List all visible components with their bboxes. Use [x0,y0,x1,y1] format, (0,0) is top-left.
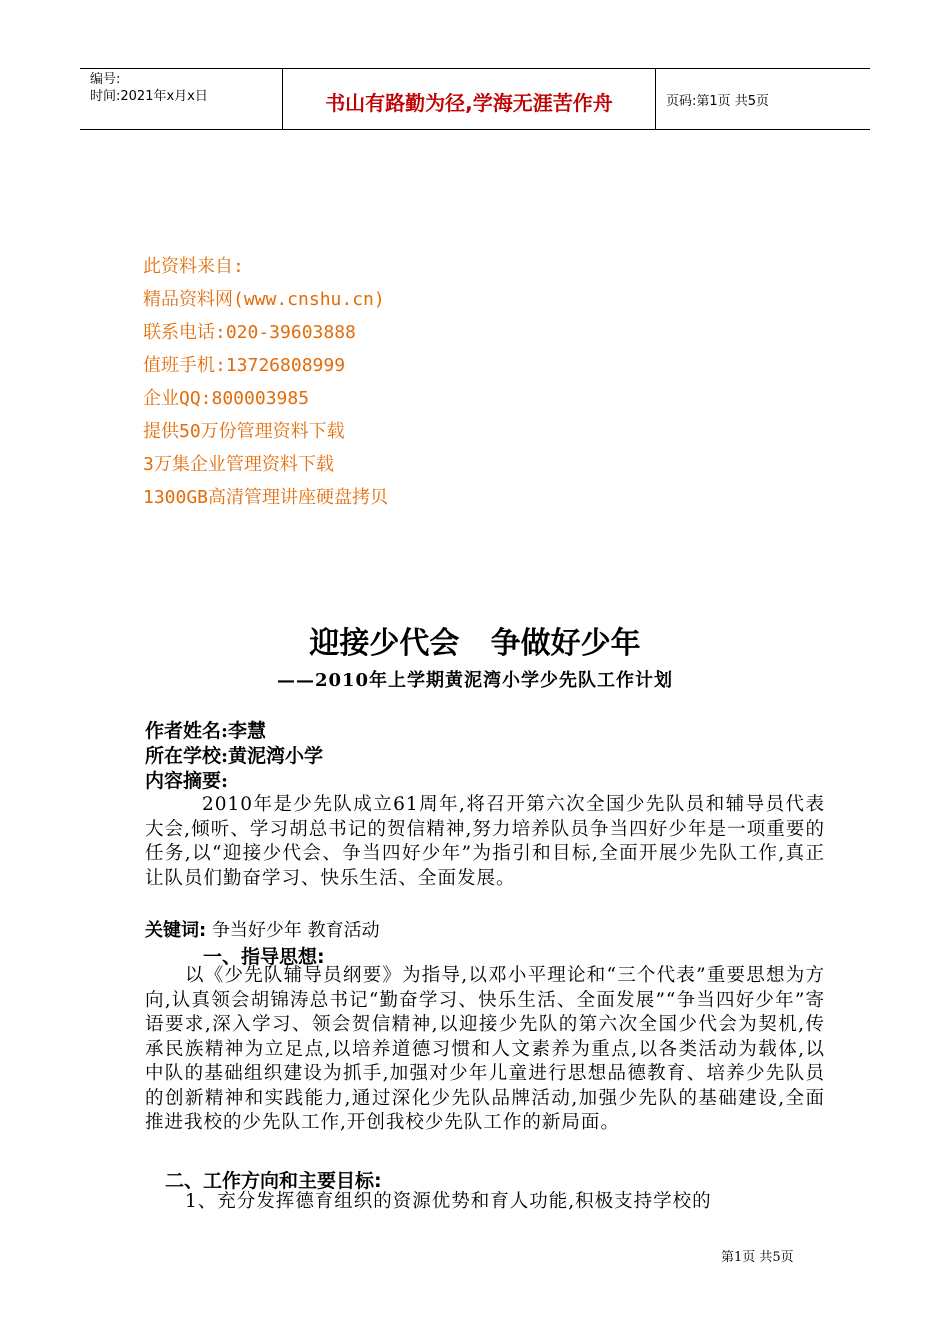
header-motto-cell [283,69,656,129]
serial-label: 编号: [90,72,121,87]
keywords-text: 争当好少年 教育活动 [211,920,380,941]
document-subtitle: ——2010年上学期黄泥湾小学少先队工作计划 [276,670,674,691]
section-2-heading: 二、工作方向和主要目标: [165,1170,382,1192]
keywords-line [145,916,380,942]
author-line: 作者姓名:李慧 [145,720,267,742]
page-header [80,68,870,130]
keywords-label: 关键词: [145,920,207,941]
source-line: 提供50万份管理资料下载 [143,421,345,442]
source-line: 1300GB高清管理讲座硬盘拷贝 [143,487,389,508]
section-1-heading: 一、指导思想: [203,946,325,968]
time-label: 时间:2021年x月x日 [90,89,208,104]
source-line: 此资料来自: [143,256,244,277]
header-page-cell [656,69,870,129]
source-line: 精品资料网(www.cnshu.cn) [143,289,385,310]
section-2-item-1: 1、充分发挥德育组织的资源优势和育人功能,积极支持学校的 [185,1191,712,1212]
motto: 书山有路勤为径,学海无涯苦作舟 [325,91,613,115]
source-info [143,250,388,514]
document-title: 迎接少代会 争做好少年 [309,626,641,661]
header-info-cell [80,69,283,129]
source-line: 3万集企业管理资料下载 [143,454,334,475]
source-line: 企业QQ:800003985 [143,388,310,409]
abstract-label: 内容摘要: [145,770,229,792]
source-line: 值班手机:13726808999 [143,355,346,376]
page-footer: 第1页 共5页 [721,1250,794,1265]
source-line: 联系电话:020-39603888 [143,322,356,343]
section-1-paragraph: 以《少先队辅导员纲要》为指导,以邓小平理论和“三个代表”重要思想为方向,认真领会胡锦涛总书记“勤奋学习、快乐生活、全面发展”“争当四好少年”寄语要求,深入学习、领会贺信精神,以迎接少先队的第六次全国少代会为契机,传承民族精神为立足点,以培养道德习惯和人文素养为重点,以各类活动为载体,以中队的基础组织建设为抓手,加强对少年儿童进行思想品德教育、培养少先队员的创新精神和实践能力,通过深化少先队品牌活动,加强少先队的基础建设,全面推进我校的少先队工作,开创我校少先队工作的新局面。 [145,965,825,1133]
page-code: 页码:第1页 共5页 [666,94,770,109]
abstract-paragraph: 2010年是少先队成立61周年,将召开第六次全国少先队员和辅导员代表大会,倾听、学习胡总书记的贺信精神,努力培养队员争当四好少年是一项重要的任务,以“迎接少代会、争当四好少年”为指引和目标,全面开展少先队工作,真正让队员们勤奋学习、快乐生活、全面发展。 [145,794,825,889]
school-line: 所在学校:黄泥湾小学 [145,745,324,767]
